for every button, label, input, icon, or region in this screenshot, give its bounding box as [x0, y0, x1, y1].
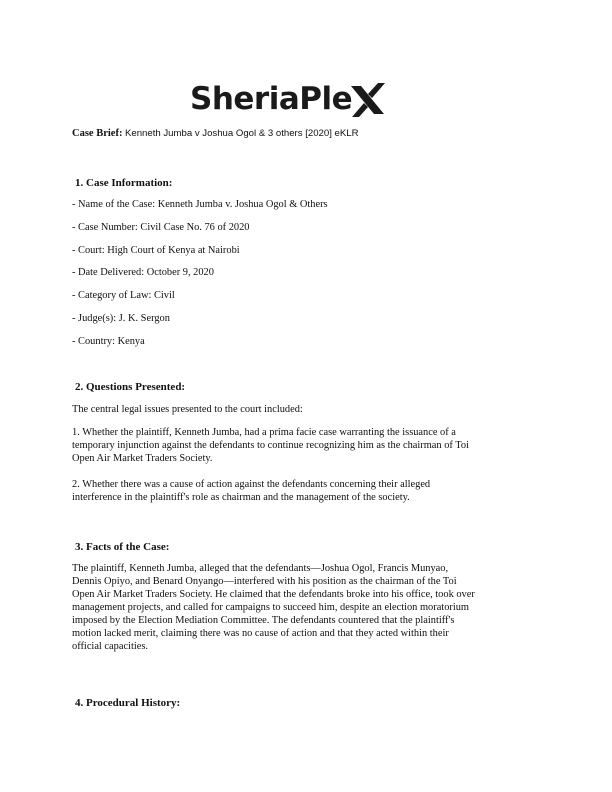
facts-line: motion lacked merit, claiming there was no cause of action and that they acted within their — [72, 628, 449, 639]
section-heading-questions-presented: 2. Questions Presented: — [75, 381, 186, 393]
facts-paragraph — [72, 562, 542, 653]
facts-line: management projects, and called for campaigns to succeed him, despite an election moratorium — [72, 602, 470, 613]
facts-line: Open Air Market Traders Society. He claimed that the defendants broke into his office, took over — [72, 589, 475, 600]
section-heading-case-information: 1. Case Information: — [75, 177, 173, 189]
facts-line: The plaintiff, Kenneth Jumba, alleged that the defendants—Joshua Ogol, Francis Munyao, — [72, 563, 449, 574]
question-line: interference in the plaintiff's role as chairman and the management of the society. — [72, 492, 410, 503]
facts-line: imposed by the Election Mediation Committee. The defendants countered that the plaintiff's — [72, 615, 455, 626]
questions-intro: The central legal issues presented to the court included: — [72, 404, 303, 415]
question-line: 1. Whether the plaintiff, Kenneth Jumba, had a prima facie case warranting the issuance of a — [72, 427, 456, 438]
case-brief-title: Kenneth Jumba v Joshua Ogol & 3 others [2020] eKLR — [124, 128, 359, 139]
section-heading-procedural-history: 4. Procedural History: — [75, 697, 181, 709]
case-info-item: - Case Number: Civil Case No. 76 of 2020 — [72, 222, 250, 233]
case-info-item: - Court: High Court of Kenya at Nairobi — [72, 245, 240, 256]
sheriaplex-logo — [190, 80, 422, 118]
logo-x-mark-icon — [351, 83, 385, 117]
section-heading-facts: 3. Facts of the Case: — [75, 541, 170, 553]
case-info-item: - Category of Law: Civil — [72, 290, 175, 301]
question-line: Open Air Market Traders Society. — [72, 453, 213, 464]
case-info-item: - Name of the Case: Kenneth Jumba v. Joshua Ogol & Others — [72, 199, 328, 210]
case-info-item: - Date Delivered: October 9, 2020 — [72, 267, 214, 278]
question-line: temporary injunction against the defendants to continue recognizing him as the chairman of Toi — [72, 440, 469, 451]
question-line: 2. Whether there was a cause of action against the defendants concerning their alleged — [72, 479, 431, 490]
facts-line: Dennis Opiyo, and Benard Onyango—interfered with his position as the chairman of the Toi — [72, 576, 457, 587]
question-item-2 — [72, 478, 542, 504]
case-info-item: - Judge(s): J. K. Sergon — [72, 313, 170, 324]
case-brief-label: Case Brief: — [72, 128, 123, 139]
logo-text: SheriaPle — [190, 80, 353, 117]
case-brief-line — [72, 128, 359, 140]
case-info-item: - Country: Kenya — [72, 336, 145, 347]
facts-line: official capacities. — [72, 641, 148, 652]
question-item-1 — [72, 426, 542, 465]
